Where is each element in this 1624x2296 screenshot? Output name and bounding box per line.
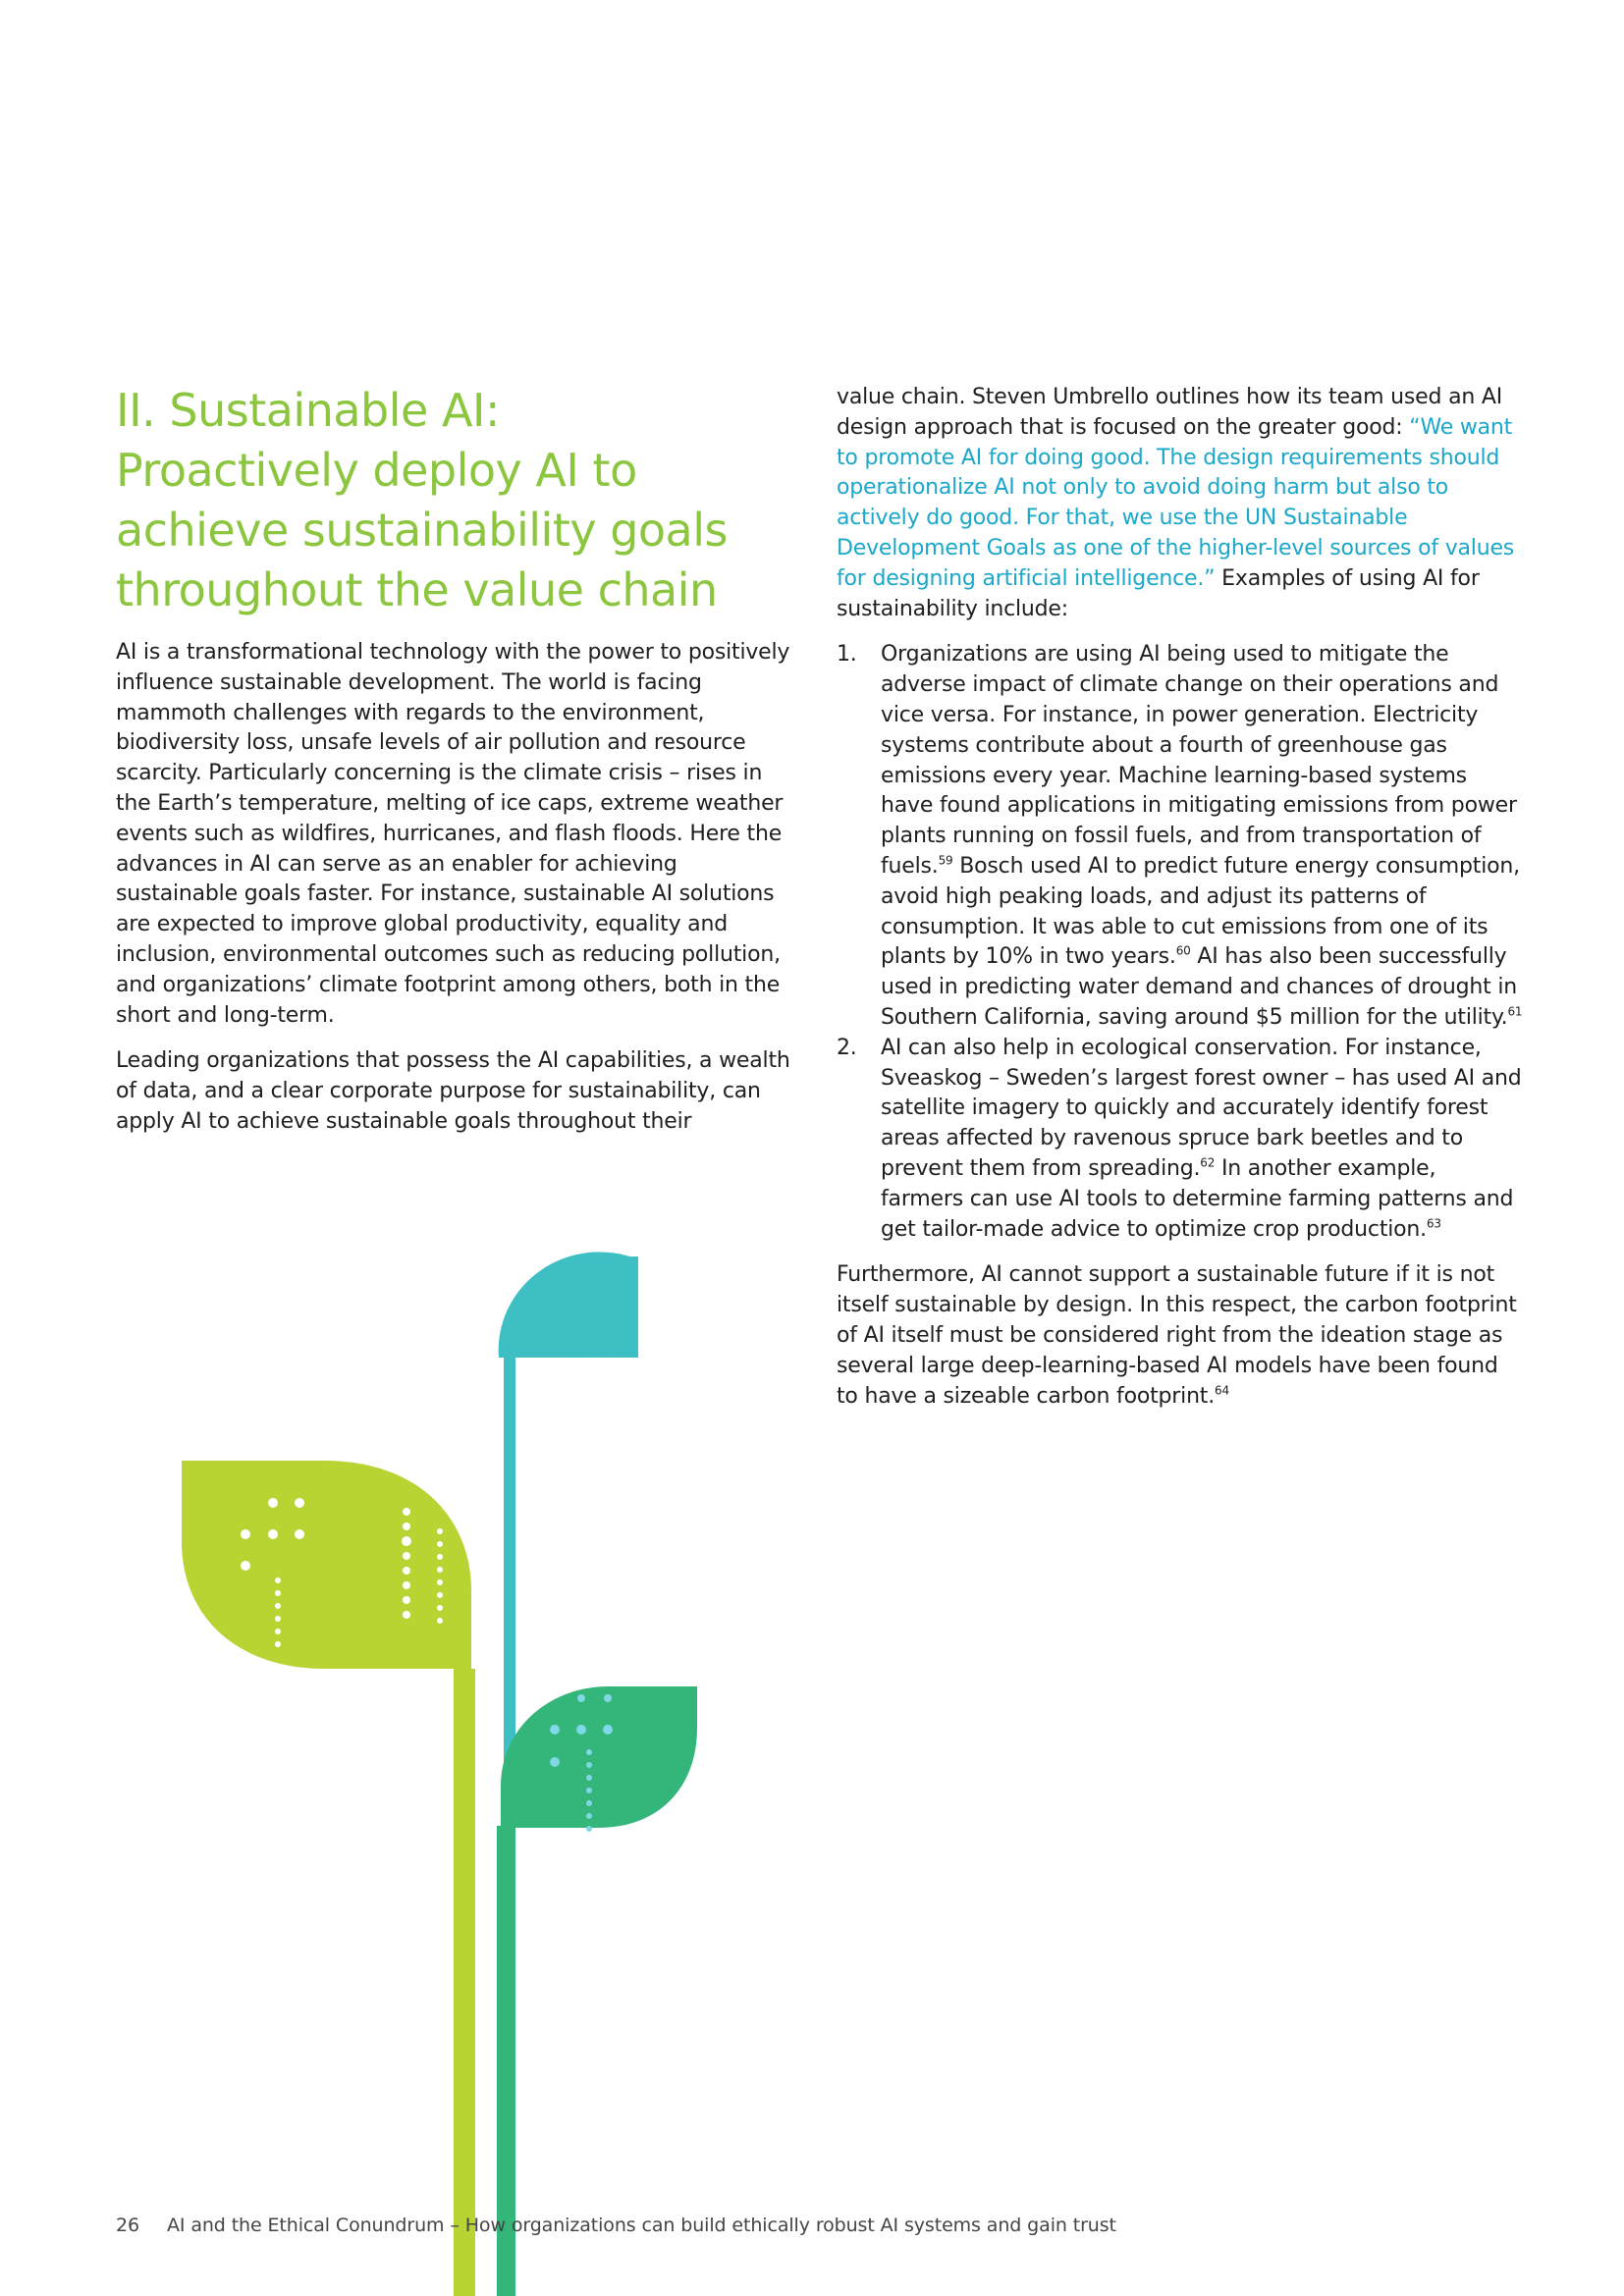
- list-text: AI can also help in ecological conservation. For instance, Sveaskog – Sweden’s largest forest owner – has used AI and satellite imagery to quickly and accurately identify forest areas affected by ravenous spruce bark beetles and to prevent them from spreading.: [881, 1035, 1522, 1181]
- footnote-ref: 64: [1215, 1383, 1229, 1398]
- closing-text: Furthermore, AI cannot support a sustainable future if it is not itself sustainable by design. In this respect, the carbon footprint of AI itself must be considered right from the ideation stage as several large deep-learning-based AI models have been found to have a sizeable carbon footprint.: [837, 1262, 1517, 1409]
- umbrello-tail: Examples of using AI for sustainability include:: [837, 565, 1480, 621]
- footnote-ref: 60: [1175, 944, 1191, 959]
- list-text: Organizations are using AI being used to mitigate the adverse impact of climate change on their operations and vice versa. For instance, in power generation. Electricity systems contribute about a fourth of greenhouse gas emissions every year. Machine learning-based systems have found applications in mitigating emissions from power plants running on fossil fuels, and from transportation of fuels.: [881, 642, 1517, 879]
- footnote-ref: 62: [1200, 1155, 1216, 1170]
- footnote-ref: 61: [1507, 1004, 1523, 1019]
- umbrello-lead: value chain. Steven Umbrello outlines how its team used an AI design approach that is focused on the greater good:: [837, 385, 1503, 440]
- intro-paragraph: AI is a transformational technology with the power to positively influence sustainable development. The world is facing mammoth challenges with regards to the environment, biodiversity loss, unsafe levels of air pollution and resource scarcity. Particularly concerning is the climate crisis – rises in the Earth’s temperature, melting of ice caps, extreme weather events such as wildfires, hurricanes, and flash floods. Here the advances in AI can serve as an enabler for achieving sustainable goals faster. For instance, sustainable AI solutions are expected to improve global productivity, equality and inclusion, environmental outcomes such as reducing pollution, and organizations’ climate footprint among others, both in the short and long-term.: [116, 640, 790, 1028]
- green-leaf: [501, 1686, 697, 1828]
- page-heading: II. Sustainable AI: Proactively deploy AI to achieve sustainability goals throughout the value chain: [116, 384, 728, 616]
- lime-stem: [454, 1669, 475, 2296]
- organizations-paragraph: Leading organizations that possess the AI capabilities, a wealth of data, and a clear corporate purpose for sustainability, can apply AI to achieve sustainable goals throughout their: [116, 1048, 790, 1134]
- list-number: 1.: [837, 642, 857, 667]
- lime-leaf: [182, 1461, 471, 1669]
- page-number: 26: [116, 2215, 139, 2236]
- footnote-ref: 59: [938, 853, 953, 868]
- teal-top-leaf: [499, 1256, 638, 1358]
- umbrello-quote: “We want to promote AI for doing good. The design requirements should operationalize AI not only to avoid doing harm but also to actively do good. For that, we use the UN Sustainable Development Goals as one of the higher-level sources of values for designing artificial intelligence.”: [837, 414, 1515, 591]
- footnote-ref: 63: [1426, 1216, 1441, 1231]
- list-number: 2.: [837, 1035, 857, 1060]
- list-text: Bosch used AI to predict future energy consumption, avoid high peaking loads, and adjust its patterns of consumption. It was able to cut emissions from one of its plants by 10% in two years.: [881, 853, 1520, 970]
- list-text: In another example, farmers can use AI tools to determine farming patterns and get tailor-made advice to optimize crop production.: [881, 1155, 1514, 1242]
- list-text: AI has also been successfully used in predicting water demand and chances of drought in Southern California, saving around $5 million for the utility.: [881, 944, 1518, 1030]
- page-footer: [116, 2215, 1116, 2236]
- footer-title: AI and the Ethical Conundrum – How organizations can build ethically robust AI systems and gain trust: [166, 2215, 1116, 2236]
